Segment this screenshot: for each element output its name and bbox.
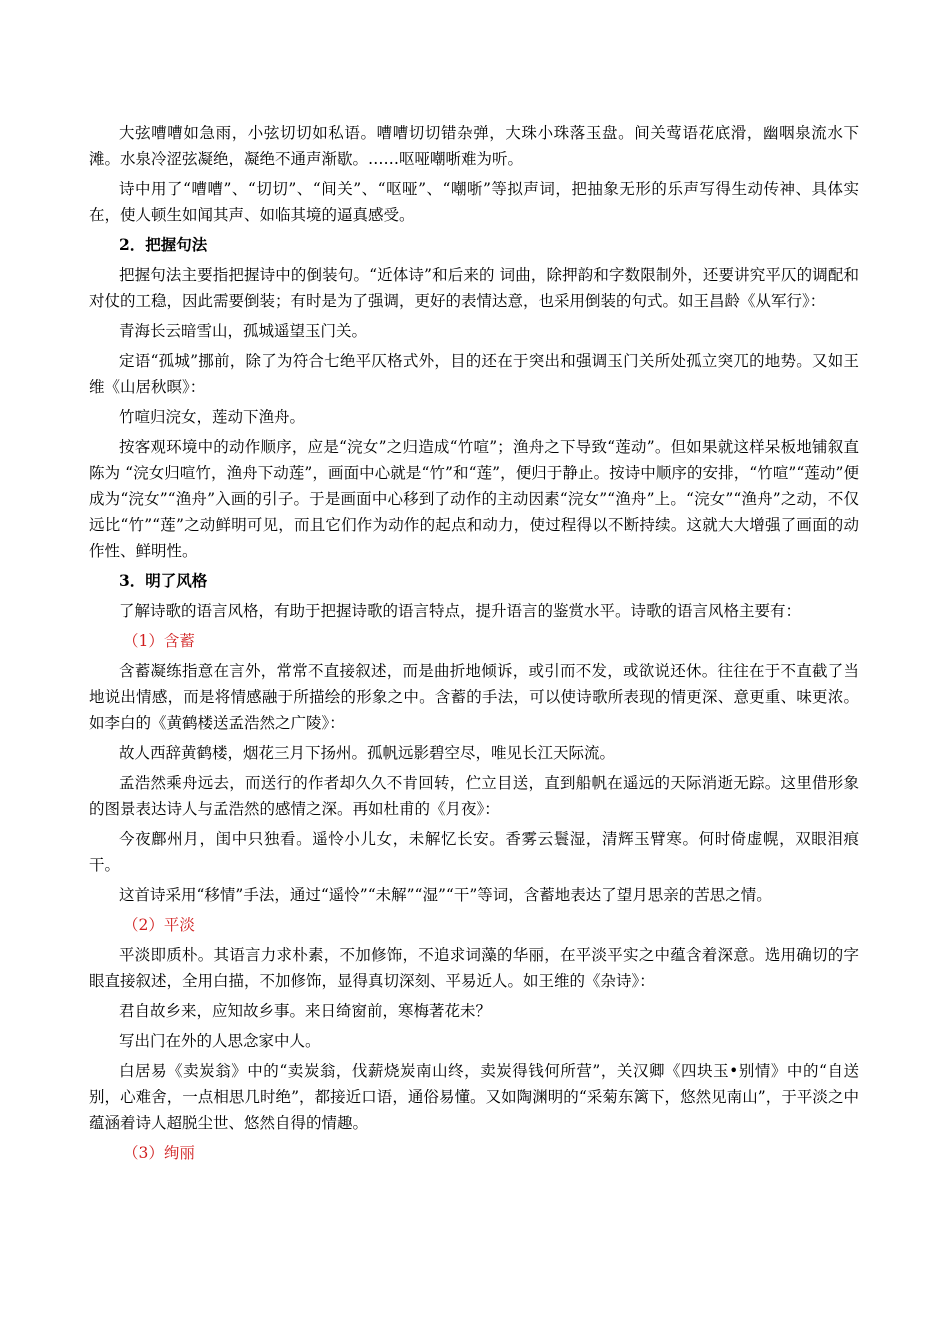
poem-quote: 青海长云暗雪山，孤城遥望玉门关。 bbox=[119, 322, 368, 340]
document-body bbox=[89, 120, 859, 1170]
paragraph: 了解诗歌的语言风格，有助于把握诗歌的语言特点，提升语言的鉴赏水平。诗歌的语言风格主要有： bbox=[119, 602, 802, 620]
paragraph: 这首诗采用“移情”手法，通过“遥怜”“未解”“湿”“干”等词，含蓄地表达了望月思亲的苦思之情。 bbox=[119, 886, 772, 904]
paragraph: 平淡即质朴。其语言力求朴素，不加修饰，不追求词藻的华丽，在平淡平实之中蕴含着深意。选用确切的字眼直接叙述，全用白描，不加修饰，显得真切深刻、平易近人。如王维的《杂诗》： bbox=[89, 946, 859, 990]
poem-quote-pipa: 大弦嘈嘈如急雨，小弦切切如私语。嘈嘈切切错杂弹，大珠小珠落玉盘。间关莺语花底滑，幽咽泉流水下滩。水泉冷涩弦凝绝，凝绝不通声渐歇。……呕哑嘲哳难为听。 bbox=[89, 124, 859, 168]
subsection-heading: （2）平淡 bbox=[123, 916, 195, 934]
paragraph: 孟浩然乘舟远去，而送行的作者却久久不肯回转，伫立目送，直到船帆在遥远的天际消逝无踪。这里借形象的图景表达诗人与孟浩然的感情之深。再如杜甫的《月夜》： bbox=[89, 774, 859, 818]
paragraph: 写出门在外的人思念家中人。 bbox=[119, 1032, 321, 1050]
poem-quote: 君自故乡来，应知故乡事。来日绮窗前，寒梅著花未？ bbox=[119, 1002, 492, 1020]
subsection-heading: （1）含蓄 bbox=[123, 632, 195, 650]
paragraph: 定语“孤城”挪前，除了为符合七绝平仄格式外，目的还在于突出和强调玉门关所处孤立突兀的地势。又如王维《山居秋暝》： bbox=[89, 352, 859, 396]
paragraph: 把握句法主要指把握诗中的倒装句。“近体诗”和后来的 词曲，除押韵和字数限制外，还要讲究平仄的调配和对仗的工稳，因此需要倒装；有时是为了强调，更好的表情达意，也采用倒装的句式。如王昌龄《从军行》： bbox=[89, 266, 859, 310]
poem-quote: 故人西辞黄鹤楼，烟花三月下扬州。孤帆远影碧空尽，唯见长江天际流。 bbox=[119, 744, 616, 762]
poem-quote: 今夜鄜州月，闺中只独看。遥怜小儿女，未解忆长安。香雾云鬟湿，清辉玉臂寒。何时倚虚幌，双眼泪痕干。 bbox=[89, 830, 859, 874]
paragraph: 按客观环境中的动作顺序，应是“浣女”之归造成“竹喧”；渔舟之下导致“莲动”。但如果就这样呆板地铺叙直陈为 “浣女归喧竹，渔舟下动莲”，画面中心就是“竹”和“莲”，便归于静止。按诗中顺序的安排，“竹喧”“莲动”便成为“浣女”“渔舟”入画的引子。于是画面中心移到了动作的主动因素“浣女”“渔舟”上。“浣女”“渔舟”之动，不仅远比“竹”“莲”之动鲜明可见，而且它们作为动作的起点和动力，使过程得以不断持续。这就大大增强了画面的动作性、鲜明性。 bbox=[89, 438, 859, 560]
paragraph: 含蓄凝练指意在言外，常常不直接叙述，而是曲折地倾诉，或引而不发，或欲说还休。往往在于不直截了当地说出情感，而是将情感融于所描绘的形象之中。含蓄的手法，可以使诗歌所表现的情更深、意更重、味更浓。如李白的《黄鹤楼送孟浩然之广陵》： bbox=[89, 662, 859, 732]
section-heading: 2．把握句法 bbox=[119, 235, 208, 254]
paragraph: 诗中用了“嘈嘈”、“切切”、“间关”、“呕哑”、“嘲哳”等拟声词，把抽象无形的乐声写得生动传神、具体实在，使人顿生如闻其声、如临其境的逼真感受。 bbox=[89, 180, 859, 224]
subsection-heading: （3）绚丽 bbox=[123, 1144, 195, 1162]
paragraph: 白居易《卖炭翁》中的“卖炭翁，伐薪烧炭南山终，卖炭得钱何所营”，关汉卿《四块玉•别情》中的“自送别，心难舍，一点相思几时绝”，都接近口语，通俗易懂。又如陶渊明的“采菊东篱下，悠然见南山”，于平淡之中蕴涵着诗人超脱尘世、悠然自得的情趣。 bbox=[89, 1062, 859, 1132]
poem-quote: 竹喧归浣女，莲动下渔舟。 bbox=[119, 408, 306, 426]
section-heading: 3．明了风格 bbox=[119, 571, 208, 590]
